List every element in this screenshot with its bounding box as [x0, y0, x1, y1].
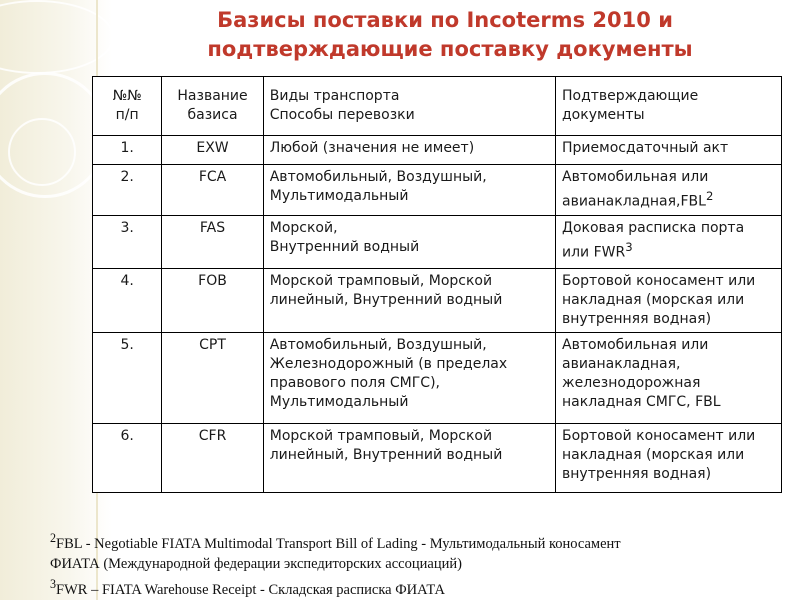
- cell-basis: CFR: [162, 423, 263, 492]
- cell-number: 6.: [93, 423, 162, 492]
- header-documents: [556, 77, 782, 136]
- header-transport: [263, 77, 555, 136]
- title-line-2: подтверждающие поставку документы: [207, 37, 693, 61]
- header-documents-line1: Подтверждающие: [562, 88, 699, 104]
- cell-transport: Морской трамповый, Морской линейный, Внутренний водный: [263, 423, 555, 492]
- table-header-row: [93, 77, 782, 136]
- header-number: [93, 77, 162, 136]
- footnote-2: [50, 528, 790, 554]
- cell-basis: FOB: [162, 268, 263, 332]
- title-line-1: Базисы поставки по Incoterms 2010 и: [217, 8, 673, 32]
- header-documents-line2: документы: [562, 107, 645, 123]
- cell-documents: Бортовой коносамент или накладная (морская или внутренняя водная): [556, 268, 782, 332]
- table-row: [93, 332, 782, 423]
- incoterms-table: [92, 76, 782, 493]
- table-row: [93, 215, 782, 268]
- cell-documents: [556, 215, 782, 268]
- cell-basis: CPT: [162, 332, 263, 423]
- cell-transport-line2: Внутренний водный: [269, 238, 420, 255]
- cell-basis: FCA: [162, 165, 263, 216]
- cell-transport: Любой (значения не имеет): [263, 136, 555, 165]
- table-row: [93, 268, 782, 332]
- header-basis-line2: базиса: [187, 107, 238, 123]
- cell-documents-text: Доковая расписка порта или FWR: [562, 219, 745, 261]
- footnote-2-continuation: ФИАТА (Международной федерации экспедиторских ассоциаций): [50, 555, 462, 572]
- footnote-marker: 3: [625, 239, 633, 254]
- footnote-3-marker: 3: [50, 576, 57, 591]
- cell-documents: [556, 165, 782, 216]
- cell-number: 5.: [93, 332, 162, 423]
- footnote-3-line1: FWR – FIATA Warehouse Receipt - Складская расписка ФИАТА: [56, 581, 445, 598]
- footnote-2-marker: 2: [50, 531, 57, 545]
- footnote-marker: 2: [705, 189, 714, 203]
- header-basis-name: [162, 77, 263, 136]
- cell-documents: Приемосдаточный акт: [556, 136, 782, 165]
- cell-transport: Морской трамповый, Морской линейный, Внутренний водный: [263, 268, 555, 332]
- header-transport-line1: Виды транспорта: [269, 88, 400, 104]
- footnote-3: [50, 574, 790, 600]
- header-basis-line1: Название: [177, 88, 248, 104]
- cell-documents: Автомобильная или авианакладная, железнодорожная накладная СМГС, FBL: [556, 332, 782, 423]
- cell-documents-text: Автомобильная или авианакладная,FBL: [562, 169, 709, 210]
- header-number-line2: п/п: [115, 107, 139, 123]
- header-number-line1: №№: [112, 88, 142, 104]
- cell-basis: FAS: [162, 215, 263, 268]
- cell-transport: [263, 215, 555, 268]
- cell-basis: EXW: [162, 136, 263, 165]
- cell-transport: Автомобильный, Воздушный, Мультимодальный: [263, 165, 555, 216]
- decorative-ring: [8, 118, 76, 186]
- cell-number: 2.: [93, 165, 162, 216]
- table-row: [93, 165, 782, 216]
- cell-documents: Бортовой коносамент или накладная (морская или внутренняя водная): [556, 423, 782, 492]
- header-transport-line2: Способы перевозки: [269, 107, 415, 123]
- cell-transport: Автомобильный, Воздушный, Железнодорожный (в пределах правового поля СМГС), Мультимодальный: [263, 332, 555, 423]
- table-row: [93, 423, 782, 492]
- cell-number: 4.: [93, 268, 162, 332]
- footnote-2-line1: FBL - Negotiable FIATA Multimodal Transport Bill of Lading - Мультимодальный коносамент: [56, 535, 621, 552]
- cell-number: 1.: [93, 136, 162, 165]
- cell-number: 3.: [93, 215, 162, 268]
- page-title: [100, 6, 790, 64]
- table-row: [93, 136, 782, 165]
- footnotes: [50, 528, 790, 600]
- cell-transport-line1: Морской,: [269, 219, 338, 236]
